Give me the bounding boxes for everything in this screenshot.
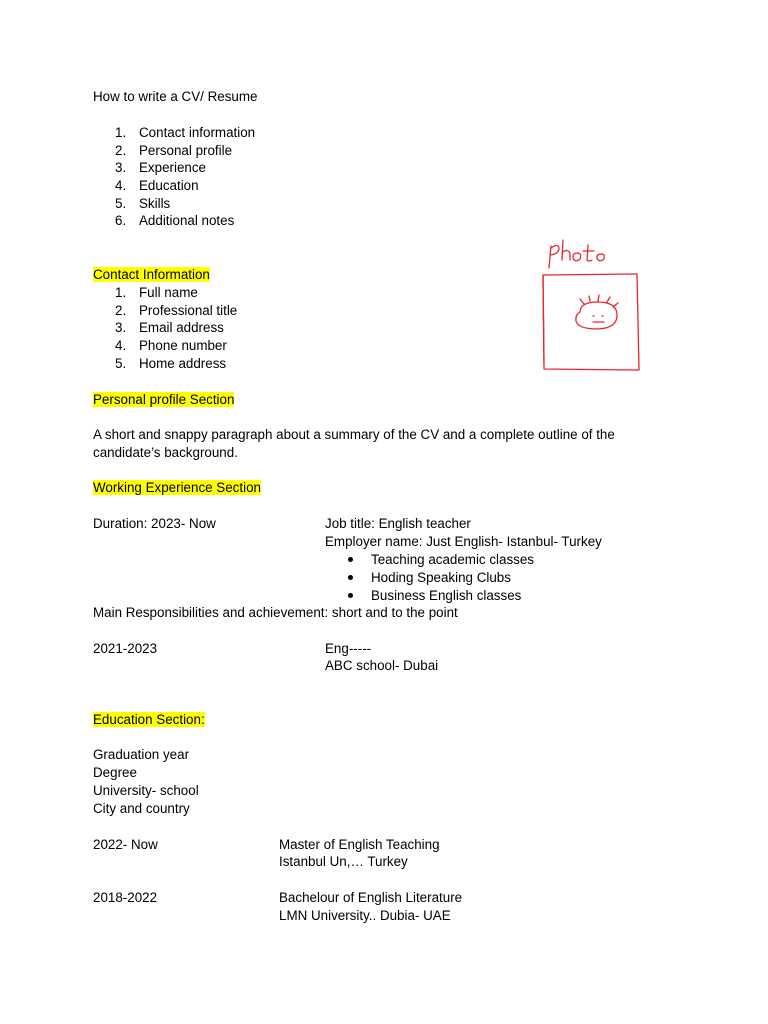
document-title: How to write a CV/ Resume <box>93 89 258 104</box>
list-item: Skills <box>139 196 171 211</box>
education-entry-place: Istanbul Un,… Turkey <box>279 854 408 869</box>
list-number: 2. <box>115 143 127 158</box>
education-field: University- school <box>93 783 199 798</box>
experience-duration: Duration: 2023- Now <box>93 516 216 531</box>
education-entry-place: LMN University.. Dubia- UAE <box>279 908 451 923</box>
contact-heading: Contact Information <box>93 267 210 282</box>
bullet-icon <box>348 557 353 562</box>
education-field: Graduation year <box>93 747 190 762</box>
experience-heading: Working Experience Section <box>93 480 261 495</box>
education-heading: Education Section: <box>93 712 205 727</box>
list-item: Home address <box>139 356 227 371</box>
list-number: 6. <box>115 213 127 228</box>
list-item: Additional notes <box>139 213 235 228</box>
list-item: Hoding Speaking Clubs <box>371 570 511 585</box>
education-entry-years: 2022- Now <box>93 837 158 852</box>
experience-entry-years: 2021-2023 <box>93 641 158 656</box>
experience-employer: Employer name: Just English- Istanbul- Turkey <box>325 534 602 549</box>
list-item: Full name <box>139 285 198 300</box>
list-item: Phone number <box>139 338 227 353</box>
list-number: 4. <box>115 178 127 193</box>
education-field: Degree <box>93 765 137 780</box>
profile-heading: Personal profile Section <box>93 392 235 407</box>
profile-text-line: candidate’s background. <box>93 445 238 460</box>
list-item: Personal profile <box>139 143 233 158</box>
list-item: Teaching academic classes <box>371 552 535 567</box>
photo-placeholder-sketch <box>538 236 648 376</box>
list-item: Email address <box>139 320 224 335</box>
list-item: Education <box>139 178 199 193</box>
experience-entry-place: ABC school- Dubai <box>325 658 439 673</box>
list-number: 3. <box>115 160 127 175</box>
list-item: Contact information <box>139 125 256 140</box>
list-number: 1. <box>115 125 127 140</box>
list-number: 5. <box>115 356 127 371</box>
list-number: 2. <box>115 303 127 318</box>
bullet-icon <box>348 593 353 598</box>
list-item: Professional title <box>139 303 238 318</box>
education-field: City and country <box>93 801 190 816</box>
education-entry-degree: Bachelour of English Literature <box>279 890 463 905</box>
experience-job-title: Job title: English teacher <box>325 516 471 531</box>
education-entry-years: 2018-2022 <box>93 890 158 905</box>
experience-entry-title: Eng----- <box>325 641 372 656</box>
list-number: 5. <box>115 196 127 211</box>
list-item: Business English classes <box>371 588 522 603</box>
list-number: 4. <box>115 338 127 353</box>
experience-responsibilities: Main Responsibilities and achievement: short and to the point <box>93 605 458 620</box>
list-number: 3. <box>115 320 127 335</box>
profile-text-line: A short and snappy paragraph about a summary of the CV and a complete outline of the <box>93 427 615 442</box>
bullet-icon <box>348 575 353 580</box>
list-item: Experience <box>139 160 206 175</box>
education-entry-degree: Master of English Teaching <box>279 837 440 852</box>
list-number: 1. <box>115 285 127 300</box>
